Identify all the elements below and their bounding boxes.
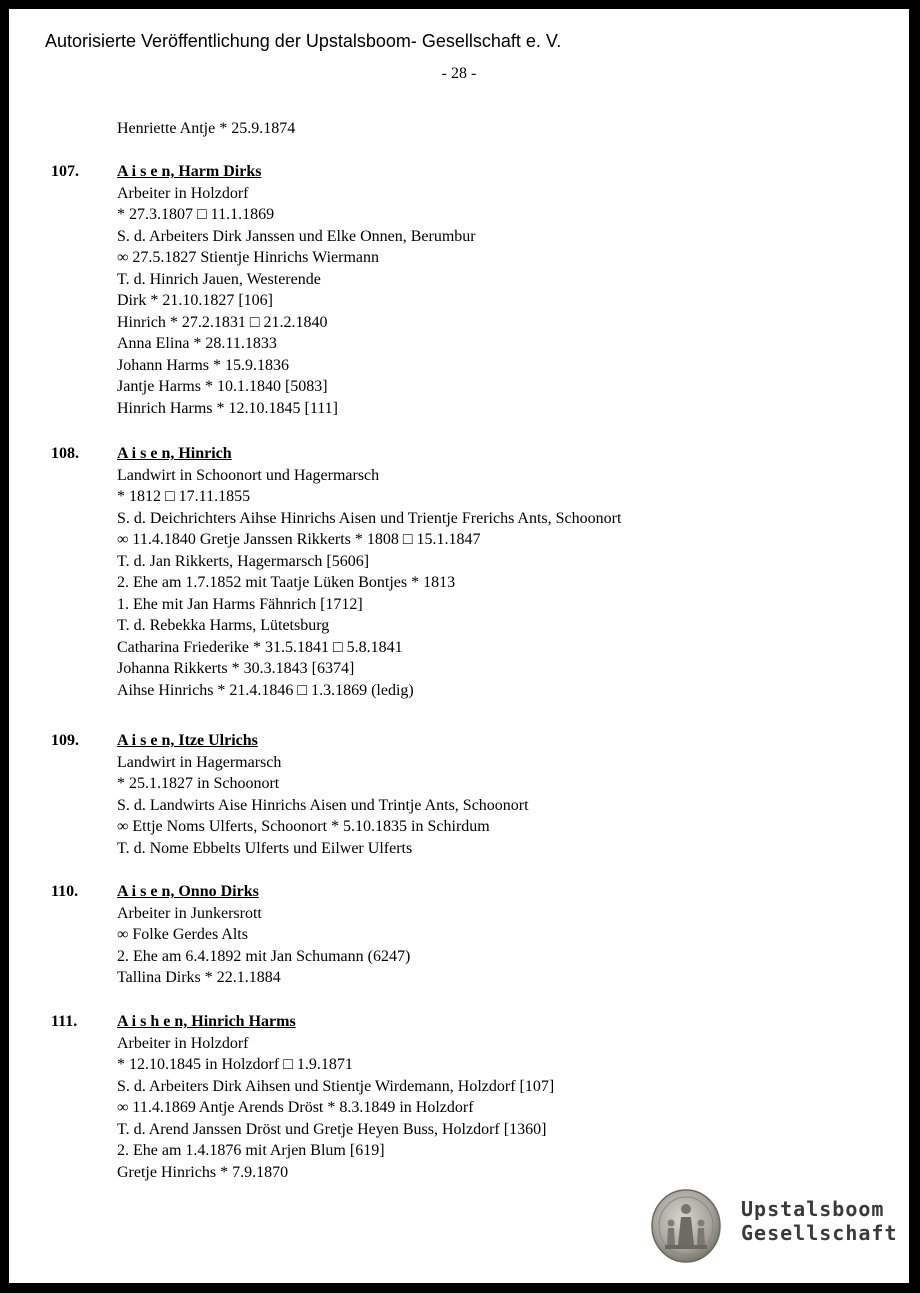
entry-line: T. d. Hinrich Jauen, Westerende — [117, 270, 321, 288]
entry-line: T. d. Rebekka Harms, Lütetsburg — [117, 617, 330, 634]
entry-body — [117, 443, 621, 701]
entry-line: Hinrich Harms * 12.10.1845 [111] — [117, 399, 338, 417]
entry-line: ∞ 11.4.1840 Gretje Janssen Rikkerts * 1808 □ 15.1.1847 — [117, 531, 481, 548]
entry-name: A i s e n, Onno Dirks — [117, 883, 259, 900]
entry-line: ∞ 11.4.1869 Antje Arends Dröst * 8.3.1849 in Holzdorf — [117, 1099, 474, 1116]
page-number: - 28 - — [441, 65, 477, 82]
entry-line: * 27.3.1807 □ 11.1.1869 — [117, 206, 275, 223]
entry-line: S. d. Landwirts Aise Hinrichs Aisen und Trintje Ants, Schoonort — [117, 796, 529, 814]
document-page — [9, 9, 909, 1283]
entry-line: * 12.10.1845 in Holzdorf □ 1.9.1871 — [117, 1056, 353, 1073]
entry-body — [117, 161, 476, 419]
entry-line: Arbeiter in Holzdorf — [117, 1034, 249, 1052]
entry-body — [117, 1011, 554, 1183]
entry-line: 2. Ehe am 1.7.1852 mit Taatje Lüken Bontjes * 1813 — [117, 574, 456, 591]
entry-number: 107. — [51, 163, 79, 180]
entry-body — [117, 881, 410, 989]
entry-number: 108. — [51, 445, 79, 462]
entry-line: Jantje Harms * 10.1.1840 [5083] — [117, 378, 328, 395]
entry-line: Hinrich * 27.2.1831 □ 21.2.1840 — [117, 313, 328, 331]
entry-line: Anna Elina * 28.11.1833 — [117, 335, 277, 352]
entry-number: 110. — [51, 883, 79, 900]
entry-line: 2. Ehe am 6.4.1892 mit Jan Schumann (6247) — [117, 947, 411, 965]
entry-line: * 1812 □ 17.11.1855 — [117, 488, 251, 505]
entry-line: S. d. Arbeiters Dirk Aihsen und Stientje Wirdemann, Holzdorf [107] — [117, 1077, 555, 1095]
entry-number: 109. — [51, 732, 79, 749]
entry-line: Arbeiter in Holzdorf — [117, 184, 249, 202]
entry-line: 1. Ehe mit Jan Harms Fähnrich [1712] — [117, 595, 363, 613]
entry-line: Tallina Dirks * 22.1.1884 — [117, 969, 281, 986]
seal-icon — [651, 1189, 721, 1263]
entry-line: * 25.1.1827 in Schoonort — [117, 775, 280, 792]
entry-name: A i s e n, Hinrich — [117, 445, 232, 462]
entry-name: A i s e n, Harm Dirks — [117, 163, 262, 180]
entry-line: S. d. Arbeiters Dirk Janssen und Elke Onnen, Berumbur — [117, 227, 476, 245]
entry-line: Gretje Hinrichs * 7.9.1870 — [117, 1163, 289, 1181]
entry-line: Dirk * 21.10.1827 [106] — [117, 292, 273, 309]
intro-line: Henriette Antje * 25.9.1874 — [117, 120, 296, 137]
entry-body — [117, 730, 529, 859]
entry-line: Aihse Hinrichs * 21.4.1846 □ 1.3.1869 (ledig) — [117, 681, 414, 699]
entry-line: ∞ 27.5.1827 Stientje Hinrichs Wiermann — [117, 249, 379, 266]
logo-wordmark — [741, 1197, 898, 1245]
entry-line: Landwirt in Schoonort und Hagermarsch — [117, 466, 380, 484]
entry-name: A i s h e n, Hinrich Harms — [117, 1013, 296, 1030]
entry-name: A i s e n, Itze Ulrichs — [117, 732, 258, 749]
entry-line: 2. Ehe am 1.4.1876 mit Arjen Blum [619] — [117, 1142, 385, 1159]
society-logo — [649, 1189, 898, 1265]
entry-line: Catharina Friederike * 31.5.1841 □ 5.8.1841 — [117, 638, 403, 656]
entry-line: Johann Harms * 15.9.1836 — [117, 356, 289, 374]
document-body — [9, 9, 909, 1283]
logo-line-2: Gesellschaft — [741, 1221, 898, 1245]
entry-line: T. d. Jan Rikkerts, Hagermarsch [5606] — [117, 552, 370, 570]
page-header: Autorisierte Veröffentlichung der Upstalsboom- Gesellschaft e. V. — [45, 31, 562, 51]
entry-line: Johanna Rikkerts * 30.3.1843 [6374] — [117, 660, 355, 677]
entry-line: T. d. Nome Ebbelts Ulferts und Eilwer Ulferts — [117, 839, 413, 857]
entry-line: Landwirt in Hagermarsch — [117, 753, 282, 771]
logo-line-1: Upstalsboom — [741, 1197, 885, 1221]
entry-line: T. d. Arend Janssen Dröst und Gretje Heyen Buss, Holzdorf [1360] — [117, 1120, 547, 1138]
entry-line: ∞ Folke Gerdes Alts — [117, 926, 248, 943]
entry-line: ∞ Ettje Noms Ulferts, Schoonort * 5.10.1835 in Schirdum — [117, 818, 490, 835]
entry-line: S. d. Deichrichters Aihse Hinrichs Aisen und Trientje Frerichs Ants, Schoonort — [117, 509, 622, 527]
entry-line: Arbeiter in Junkersrott — [117, 904, 262, 922]
entry-number: 111. — [51, 1013, 78, 1030]
